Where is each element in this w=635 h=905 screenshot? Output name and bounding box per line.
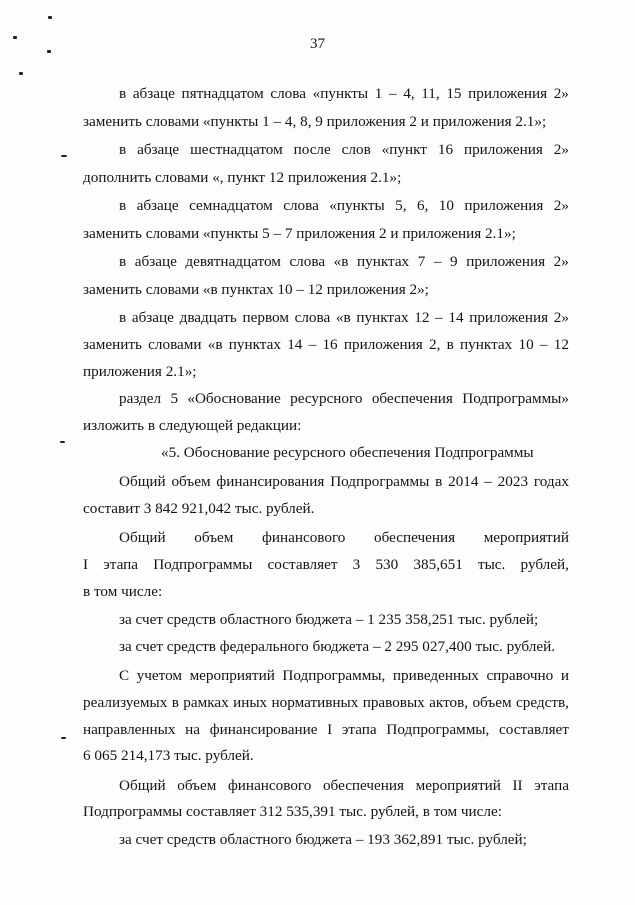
paragraph-10: за счет средств федерального бюджета – 2 295 027,400 тыс. рублей. — [119, 638, 556, 655]
paragraph-4-line-2: заменить словами «в пунктах 10 – 12 приложения 2»; — [83, 281, 429, 298]
scan-mark — [60, 441, 65, 443]
paragraph-13: за счет средств областного бюджета – 193 362,891 тыс. рублей; — [119, 831, 527, 848]
paragraph-4-line-1: в абзаце девятнадцатом слова «в пунктах 7 – 9 приложения 2» — [119, 253, 569, 270]
paragraph-7-line-1: Общий объем финансирования Подпрограммы в 2014 – 2023 годах — [119, 473, 569, 490]
paragraph-11-line-4: 6 065 214,173 тыс. рублей. — [83, 747, 254, 764]
scan-mark — [19, 72, 23, 75]
paragraph-1-line-2: заменить словами «пункты 1 – 4, 8, 9 приложения 2 и приложения 2.1»; — [83, 113, 547, 130]
paragraph-5-line-1: в абзаце двадцать первом слова «в пунктах 12 – 14 приложения 2» — [119, 309, 569, 326]
section-title: «5. Обоснование ресурсного обеспечения Подпрограммы — [161, 444, 534, 461]
paragraph-12-line-1: Общий объем финансового обеспечения мероприятий II этапа — [119, 777, 569, 794]
scan-mark — [61, 155, 67, 157]
paragraph-8-line-1: Общий объем финансового обеспечения мероприятий — [119, 529, 569, 546]
paragraph-9: за счет средств областного бюджета – 1 235 358,251 тыс. рублей; — [119, 611, 539, 628]
paragraph-5-line-3: приложения 2.1»; — [83, 363, 197, 380]
paragraph-11-line-2: реализуемых в рамках иных нормативных правовых актов, объем средств, — [83, 694, 569, 711]
paragraph-3-line-1: в абзаце семнадцатом слова «пункты 5, 6, 10 приложения 2» — [119, 197, 569, 214]
paragraph-6-line-1: раздел 5 «Обоснование ресурсного обеспечения Подпрограммы» — [119, 390, 569, 407]
paragraph-2-line-1: в абзаце шестнадцатом после слов «пункт 16 приложения 2» — [119, 141, 569, 158]
paragraph-5-line-2: заменить словами «в пунктах 14 – 16 приложения 2, в пунктах 10 – 12 — [83, 336, 569, 353]
page-number: 37 — [310, 36, 325, 52]
scan-mark — [48, 16, 52, 19]
paragraph-2-line-2: дополнить словами «, пункт 12 приложения 2.1»; — [83, 169, 402, 186]
paragraph-11-line-3: направленных на финансирование I этапа Подпрограммы, составляет — [83, 721, 569, 738]
paragraph-8-line-3: в том числе: — [83, 583, 163, 600]
scan-mark — [61, 737, 66, 739]
paragraph-8-line-2: I этапа Подпрограммы составляет 3 530 385,651 тыс. рублей, — [83, 556, 569, 573]
paragraph-1-line-1: в абзаце пятнадцатом слова «пункты 1 – 4, 11, 15 приложения 2» — [119, 85, 569, 102]
paragraph-12-line-2: Подпрограммы составляет 312 535,391 тыс. рублей, в том числе: — [83, 803, 502, 820]
paragraph-6-line-2: изложить в следующей редакции: — [83, 417, 302, 434]
paragraph-11-line-1: С учетом мероприятий Подпрограммы, приведенных справочно и — [119, 667, 569, 684]
paragraph-7-line-2: составит 3 842 921,042 тыс. рублей. — [83, 500, 315, 517]
paragraph-3-line-2: заменить словами «пункты 5 – 7 приложения 2 и приложения 2.1»; — [83, 225, 516, 242]
